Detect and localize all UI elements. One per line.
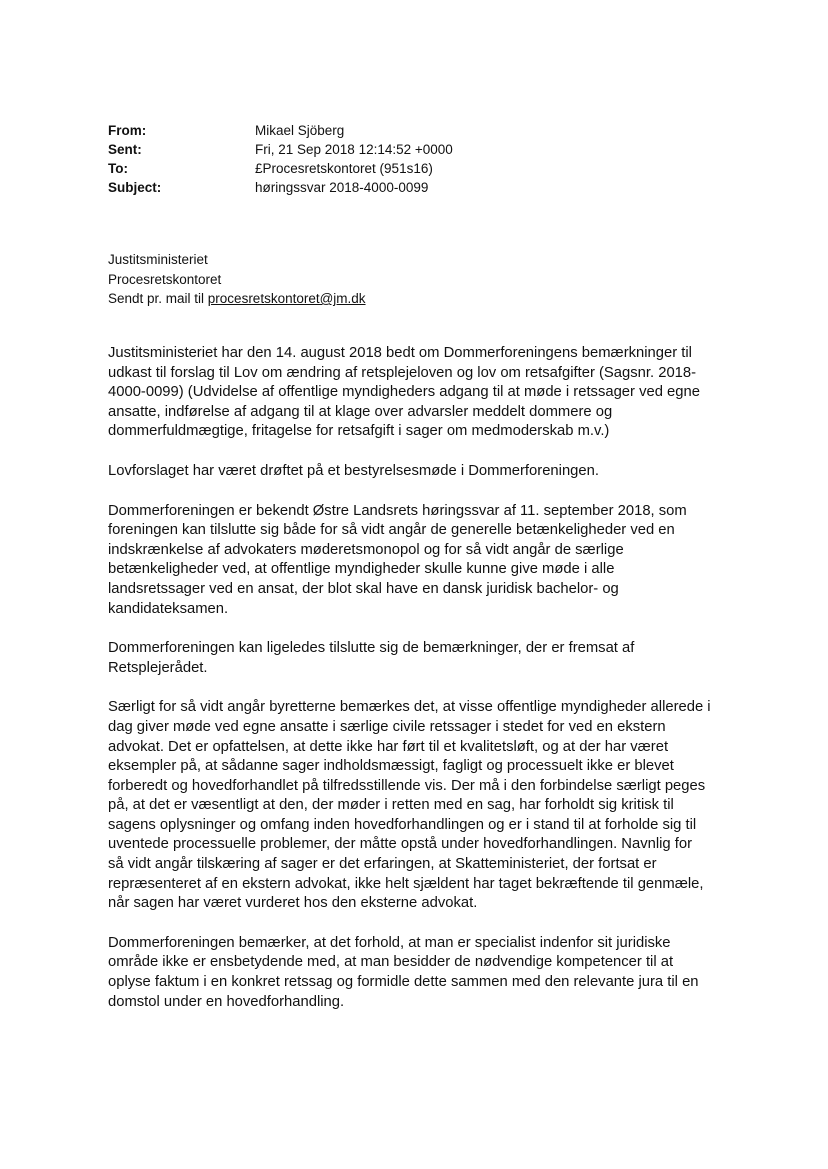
text-line: så vidt angår tilskæring af sager er det erfaringen, at Skatteministeriet, der fortsat er <box>108 856 657 873</box>
paragraph-request <box>108 344 720 442</box>
recipient-line-office: Procesretskontoret <box>108 271 222 287</box>
sent-by-mail-text: Sendt pr. mail til <box>108 291 208 306</box>
email-header <box>108 121 748 197</box>
text-line: ansatte, indførelse af adgang til at klage over advarsler meddelt dommere og <box>108 403 613 420</box>
text-line: Lovforslaget har været drøftet på et bestyrelsesmøde i Dommerforeningen. <box>108 462 599 479</box>
paragraph-district-courts <box>108 698 720 914</box>
text-line: Dommerforeningen er bekendt Østre Landsrets høringssvar af 11. september 2018, som <box>108 502 687 519</box>
text-line: dag giver møde ved egne ansatte i særlige civile retssager i stedet for ved en ekstern <box>108 718 666 735</box>
text-line: 4000-0099) (Udvidelse af offentlige myndigheders adgang til at møde i retssager ved egne <box>108 384 700 401</box>
recipient-address <box>108 250 748 309</box>
sent-label: Sent: <box>108 142 142 157</box>
to-label: To: <box>108 161 128 176</box>
to-value: £Procesretskontoret (951s16) <box>255 161 433 176</box>
text-line: repræsenteret af en ekstern advokat, ikke helt sjældent har taget bekræftende til genmæle, <box>108 875 704 892</box>
subject-value: høringssvar 2018-4000-0099 <box>255 180 429 195</box>
letter-body <box>108 344 720 1032</box>
email-header-subject <box>108 178 748 197</box>
text-line: Særligt for så vidt angår byretterne bemærkes det, at visse offentlige myndigheder allerede i <box>108 699 711 716</box>
paragraph-procedural-council <box>108 639 720 678</box>
text-line: oplyse faktum i en konkret retssag og formidle dette sammen med den relevante jura til en <box>108 974 699 991</box>
text-line: domstol under en hovedforhandling. <box>108 993 345 1010</box>
from-label: From: <box>108 123 147 138</box>
text-line: Dommerforeningen bemærker, at det forhold, at man er specialist indenfor sit juridiske <box>108 934 671 951</box>
text-line: Retsplejerådet. <box>108 659 208 676</box>
text-line: landsretssager ved en ansat, der blot skal have en dansk juridisk bachelor- og <box>108 580 619 597</box>
text-line: advokat. Det er opfattelsen, at dette ikke har ført til et kvalitetsløft, og at der har været <box>108 738 669 755</box>
text-line: på, at det er væsentligt at den, der møder i retten med en sag, har forholdt sig kritisk til <box>108 797 674 814</box>
text-line: område ikke er ensbetydende med, at man besidder de nødvendige kompetencer til at <box>108 954 674 971</box>
from-value: Mikael Sjöberg <box>255 123 345 138</box>
email-header-sent <box>108 140 748 159</box>
text-line: indskrænkelse af advokaters møderetsmonopol og for så vidt angår de særlige <box>108 541 624 558</box>
recipient-line-ministry: Justitsministeriet <box>108 252 208 267</box>
email-link[interactable]: procesretskontoret@jm.dk <box>207 291 366 306</box>
paragraph-specialist <box>108 934 720 1012</box>
text-line: betænkeligheder ved, at offentlige myndigheder skulle kunne give møde i alle <box>108 561 615 578</box>
text-line: dommerfuldmægtige, fritagelse for retsafgift i sager om medmoderskab m.v.) <box>108 423 610 440</box>
paragraph-high-court-response <box>108 502 720 620</box>
recipient-line-sent-by-mail <box>108 289 748 309</box>
email-header-to <box>108 159 748 178</box>
paragraph-board-meeting <box>108 462 720 482</box>
text-line: når sagen har været vurderet hos den eksterne advokat. <box>108 895 478 912</box>
text-line: foreningen kan tilslutte sig både for så vidt angår de generelle betænkeligheder ved en <box>108 522 675 539</box>
text-line: sagens oplysninger og omfang inden hovedforhandlingen og er i stand til at forholde sig til <box>108 816 697 833</box>
text-line: forberedt og hovedforhandlet på tilfredsstillende vis. Der må i den forbindelse særligt peges <box>108 777 706 794</box>
text-line: uventede processuelle problemer, der måtte opstå under hovedforhandlingen. Navnlig for <box>108 836 693 853</box>
email-header-from <box>108 121 748 140</box>
text-line: Justitsministeriet har den 14. august 2018 bedt om Dommerforeningens bemærkninger til <box>108 345 692 361</box>
text-line: eksempler på, at sådanne sager indholdsmæssigt, fagligt og processuelt ikke er blevet <box>108 758 674 775</box>
sent-value: Fri, 21 Sep 2018 12:14:52 +0000 <box>255 142 453 157</box>
text-line: udkast til forslag til Lov om ændring af retsplejeloven og lov om retsafgifter (Sagsnr. 2018- <box>108 364 697 381</box>
subject-label: Subject: <box>108 180 162 195</box>
text-line: kandidateksamen. <box>108 600 229 617</box>
text-line: Dommerforeningen kan ligeledes tilslutte sig de bemærkninger, der er fremsat af <box>108 640 635 657</box>
